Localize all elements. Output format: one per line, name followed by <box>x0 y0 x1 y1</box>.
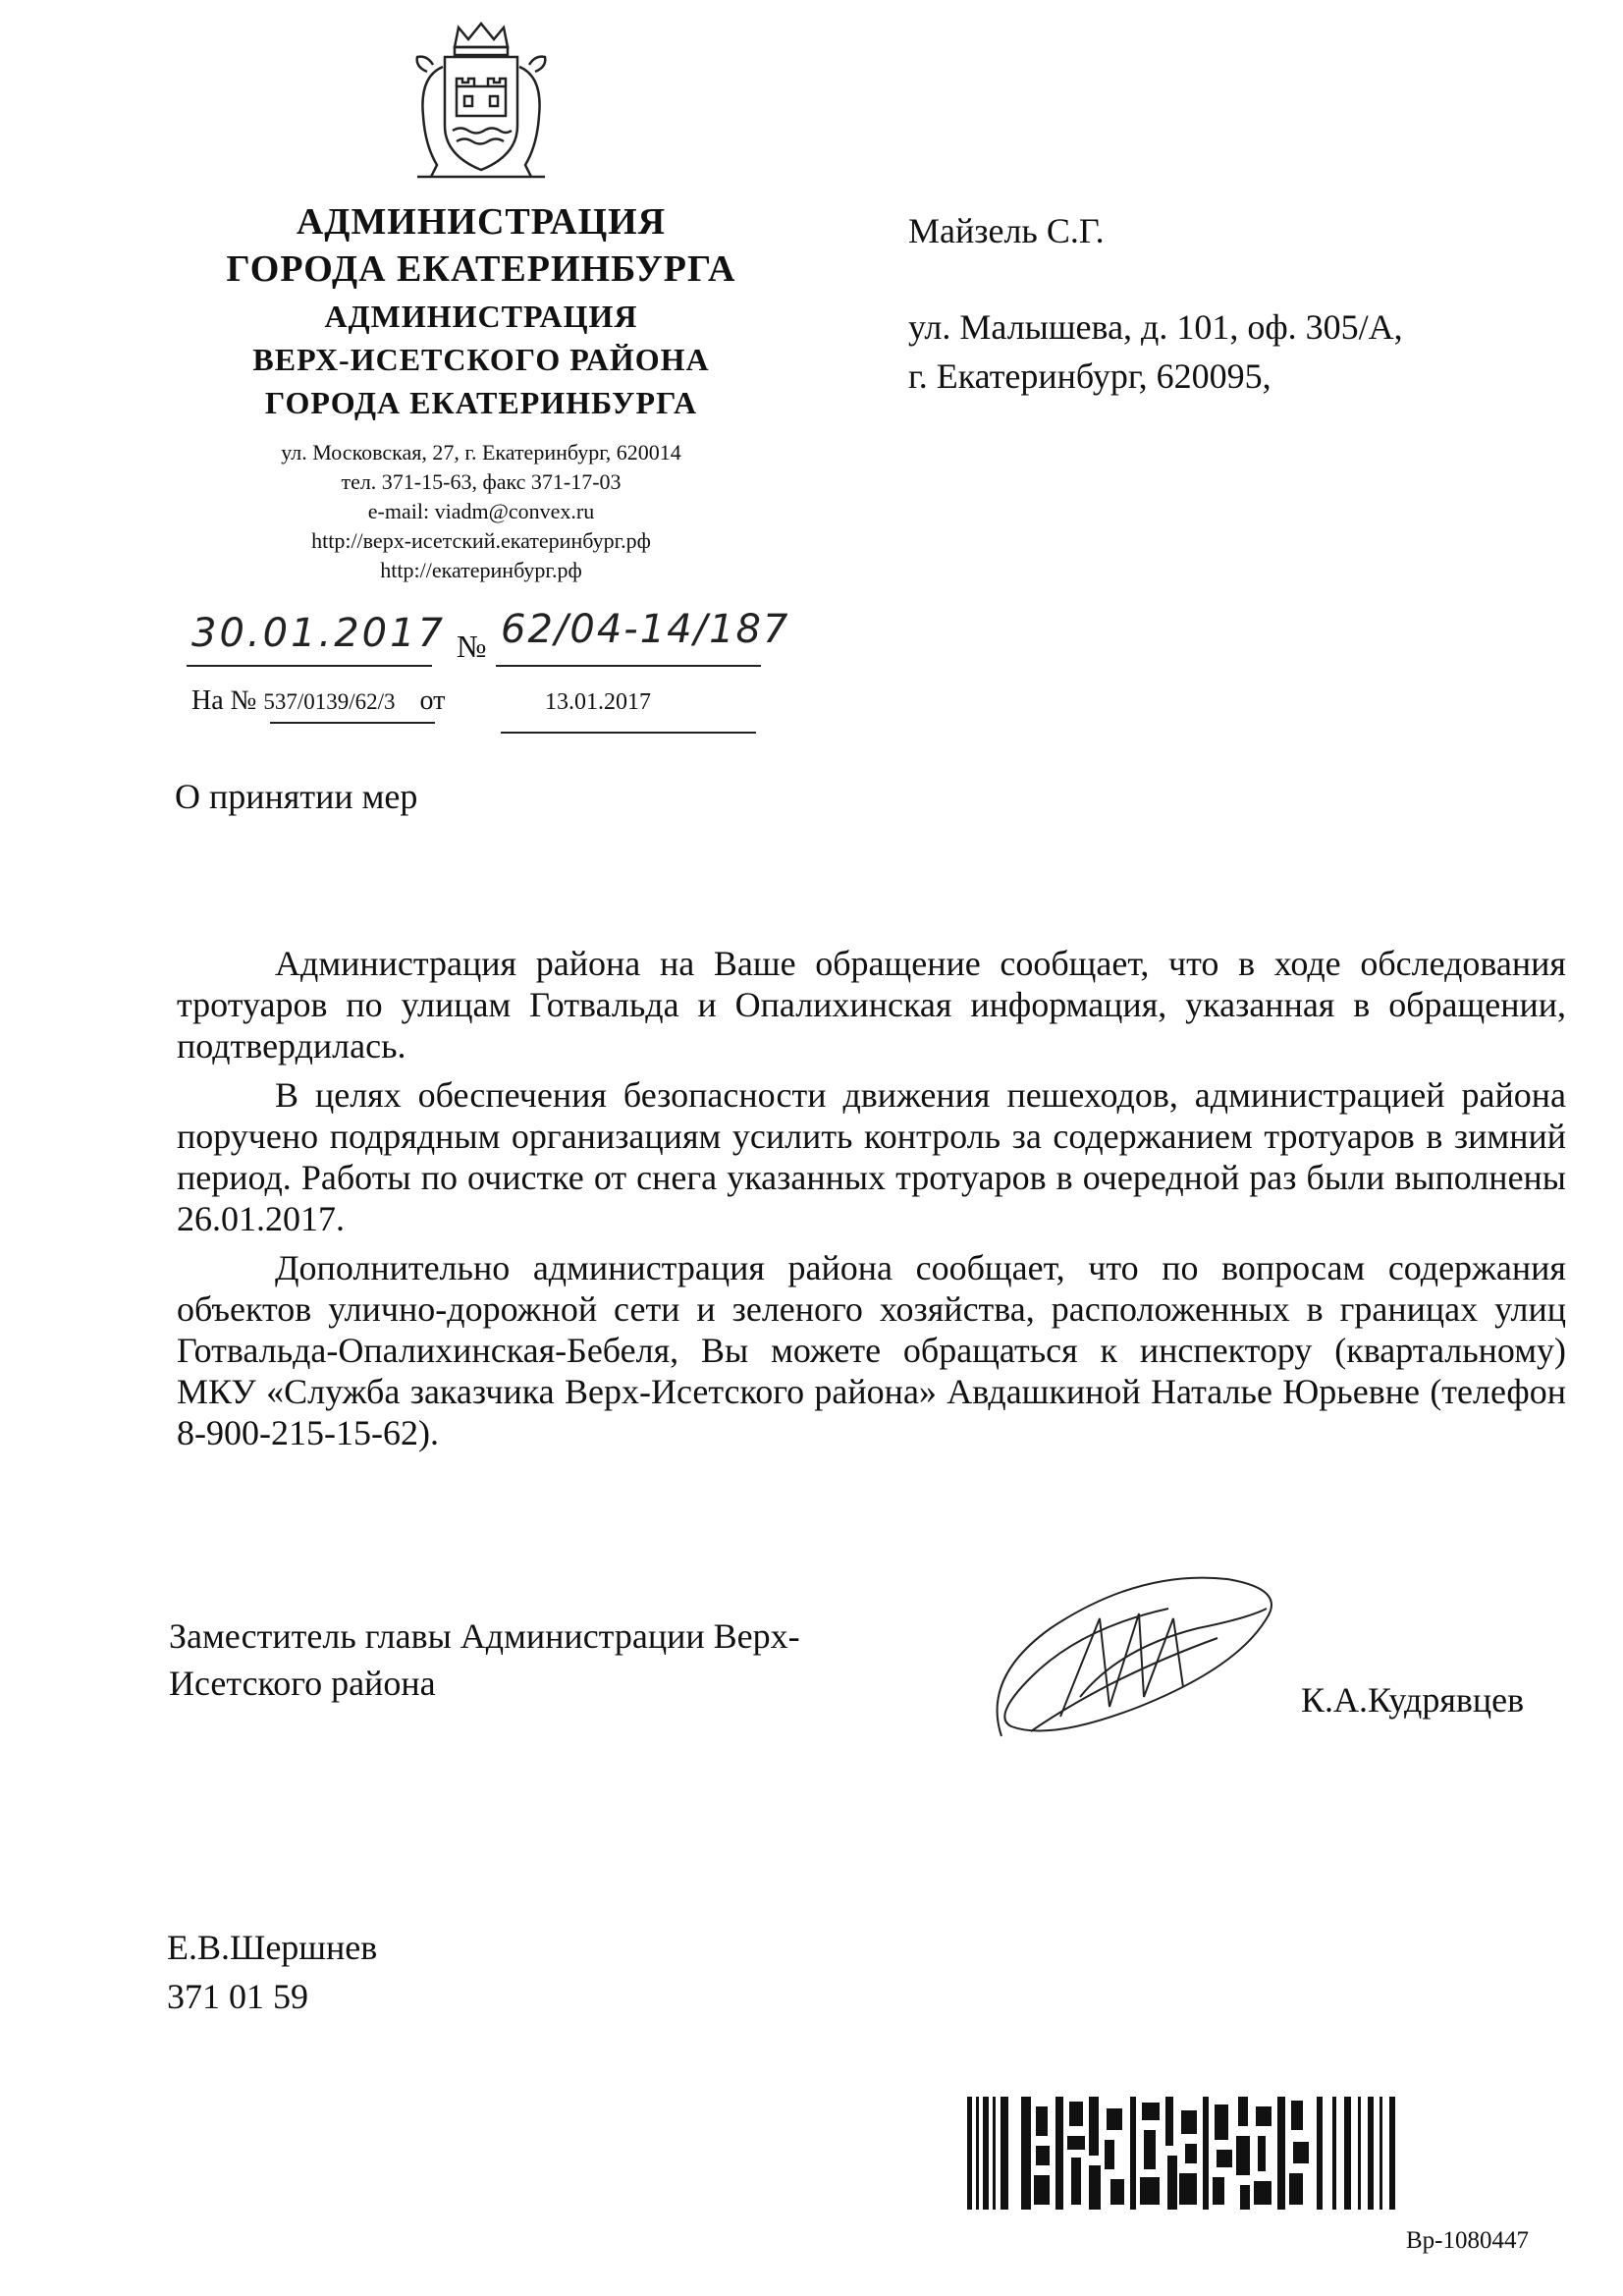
reference-from: от <box>419 685 446 716</box>
sub-org-line-2: ВЕРХ-ИСЕТСКОГО РАЙОНА <box>252 342 710 377</box>
contact-site-1: http://верх-исетский.екатеринбург.рф <box>311 528 651 553</box>
recipient-address-line-1: ул. Малышева, д. 101, оф. 305/А, <box>908 307 1403 347</box>
sub-organization-header <box>157 295 805 424</box>
signer-position-line-2: Исетского района <box>169 1664 436 1703</box>
organization-header <box>157 198 805 293</box>
registration-number-underline <box>496 665 761 667</box>
datamatrix-barcode-icon <box>967 2097 1399 2210</box>
letter-body <box>177 943 1566 1461</box>
recipient-block <box>908 206 1403 401</box>
registration-date: 30.01.2017 <box>191 611 447 656</box>
contact-address: ул. Московская, 27, г. Екатеринбург, 620014 <box>281 440 681 465</box>
registration-number-sign: № <box>457 629 487 664</box>
signer-position <box>169 1613 876 1707</box>
barcode-code: Вр-1080447 <box>1406 2227 1529 2254</box>
contact-block <box>157 438 805 585</box>
body-paragraph-1: Администрация района на Ваше обращение сообщает, что в ходе обследования тротуаров по улицам Готвальда и Опалихинская информация, указанная в обращении, подтвердилась. <box>177 944 1566 1066</box>
contact-site-2: http://екатеринбург.рф <box>380 558 582 582</box>
reference-date-underline <box>501 732 756 734</box>
body-paragraph-3: Дополнительно администрация района сообщает, что по вопросам содержания объектов улично-дорожной сети и зеленого хозяйства, расположенных в границах улиц Готвальда-Опалихинская-Бебеля, Вы можете обращаться к инспектору (квартальному) МКУ «Служба заказчика Верх-Исетского района» Авдашкиной Наталье Юрьевне (телефон 8-900-215-15-62). <box>177 1248 1566 1452</box>
coat-of-arms-icon <box>398 18 565 185</box>
executor-name: Е.В.Шершнев <box>167 1928 378 1967</box>
signer-name: К.А.Кудрявцев <box>1301 1680 1525 1720</box>
sub-org-line-3: ГОРОДА ЕКАТЕРИНБУРГА <box>264 385 698 420</box>
executor-phone: 371 01 59 <box>167 1977 308 2016</box>
reference-number: 537/0139/62/3 <box>263 689 396 714</box>
registration-date-underline <box>187 665 432 667</box>
reference-prefix: На № <box>191 685 257 716</box>
letter-subject: О принятии мер <box>175 777 418 816</box>
reference-number-underline <box>270 722 435 724</box>
reference-date: 13.01.2017 <box>545 689 651 715</box>
reference-line <box>191 685 445 717</box>
contact-phone: тел. 371-15-63, факс 371-17-03 <box>341 469 622 494</box>
contact-email: e-mail: viadm@convex.ru <box>367 499 595 523</box>
registration-number: 62/04-14/187 <box>501 607 790 652</box>
body-paragraph-2: В целях обеспечения безопасности движения пешеходов, администрацией района поручено подрядным организациям усилить контроль за содержанием тротуаров в зимний период. Работы по очистке от снега указанных тротуаров в очередной раз были выполнены 26.01.2017. <box>177 1075 1566 1238</box>
recipient-address-line-2: г. Екатеринбург, 620095, <box>908 356 1271 396</box>
org-line-2: ГОРОДА ЕКАТЕРИНБУРГА <box>226 248 736 290</box>
executor-block <box>167 1923 377 2021</box>
sub-org-line-1: АДМИНИСТРАЦИЯ <box>324 299 638 334</box>
handwritten-signature-icon <box>972 1559 1306 1756</box>
recipient-name: Майзель С.Г. <box>908 211 1105 250</box>
org-line-1: АДМИНИСТРАЦИЯ <box>296 201 667 243</box>
signer-position-line-1: Заместитель главы Администрации Верх- <box>169 1616 800 1656</box>
